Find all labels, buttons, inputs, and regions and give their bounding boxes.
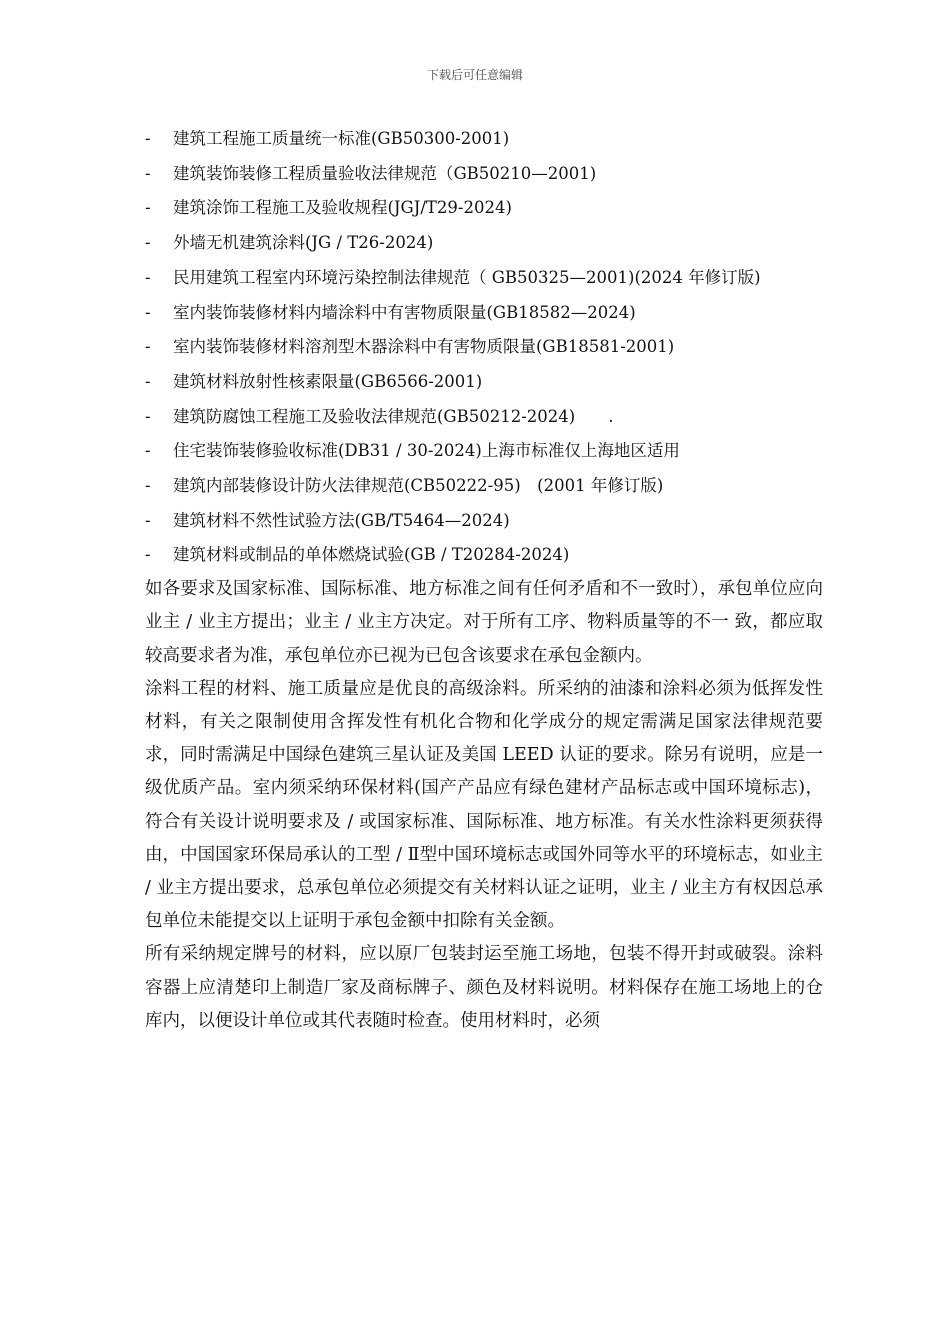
list-dash: - (145, 267, 151, 287)
list-item (145, 191, 823, 226)
page-header: 下载后可任意编辑 (426, 68, 523, 82)
list-item (145, 157, 823, 192)
list-dash: - (145, 302, 151, 322)
list-item-text: 建筑材料或制品的单体燃烧试验(GB / T20284-2024) (173, 545, 570, 565)
list-item (145, 400, 823, 435)
list-dash: - (145, 441, 151, 461)
list-item (145, 122, 823, 157)
list-item-text: 建筑涂饰工程施工及验收规程(JGJ/T29-2024) (173, 198, 512, 218)
list-item (145, 538, 823, 573)
list-item (145, 261, 823, 296)
list-item-text: 建筑装饰装修工程质量验收法律规范（GB50210—2001) (173, 163, 597, 183)
list-item (145, 330, 823, 365)
paragraph-conflict-resolution: 如各要求及国家标准、国际标准、地方标准之间有任何矛盾和不一致时），承包单位应向业主 / 业主方提出；业主 / 业主方决定。对于所有工序、物料质量等的不一 致，都应取较高要求者为准，承包单位亦已视为已包含该要求在承包金额内。 (145, 579, 823, 666)
list-dash: - (145, 337, 151, 357)
standards-list (145, 122, 823, 573)
list-item-text: 室内装饰装修材料内墙涂料中有害物质限量(GB18582—2024) (173, 302, 636, 322)
document-body (145, 122, 823, 1038)
list-dash: - (145, 545, 151, 565)
list-item-text: 外墙无机建筑涂料(JG / T26-2024) (173, 233, 434, 253)
list-dash: - (145, 406, 151, 426)
paragraph-material-delivery: 所有采纳规定牌号的材料，应以原厂包装封运至施工场地，包装不得开封或破裂。涂料容器上应清楚印上制造厂家及商标牌子、颜色及材料说明。材料保存在施工场地上的仓库内，以便设计单位或其代表随时检查。使用材料时，必须 (145, 944, 823, 1031)
list-item-text: 室内装饰装修材料溶剂型木器涂料中有害物质限量(GB18581-2001) (173, 337, 675, 357)
list-item-text: 建筑工程施工质量统一标准(GB50300-2001) (173, 129, 510, 148)
list-item-text: 建筑材料不然性试验方法(GB/T5464—2024) (173, 510, 510, 530)
list-item-text: 民用建筑工程室内环境污染控制法律规范（ GB50325—2001)(2024 年修订版) (173, 267, 761, 287)
list-item (145, 504, 823, 539)
list-dash: - (145, 476, 151, 496)
list-dash: - (145, 510, 151, 530)
list-item (145, 434, 823, 469)
list-item (145, 365, 823, 400)
list-dash: - (145, 233, 151, 253)
list-item-text: 建筑内部装修设计防火法律规范(CB50222-95) (2001 年修订版) (173, 476, 664, 496)
list-item (145, 226, 823, 261)
list-item-text: 建筑防腐蚀工程施工及验收法律规范(GB50212-2024) . (173, 406, 614, 426)
list-item (145, 296, 823, 331)
list-item-text: 建筑材料放射性核素限量(GB6566-2001) (173, 371, 483, 391)
list-item (145, 469, 823, 504)
paragraph-coating-quality: 涂料工程的材料、施工质量应是优良的高级涂料。所采纳的油漆和涂料必须为低挥发性材料，有关之限制使用含挥发性有机化合物和化学成分的规定需满足国家法律规范要求，同时需满足中国绿色建筑三星认证及美国 LEED 认证的要求。除另有说明，应是一级优质产品。室内须采纳环保材料(国产产品应有绿色建材产品标志或中国环境标志)，符合有关设计说明要求及 / 或国家标准、国际标准、地方标准。有关水性涂料更须获得由，中国国家环保局承认的工型 / Ⅱ型中国环境标志或国外同等水平的环境标志，如业主 / 业主方提出要求，总承包单位必须提交有关材料认证之证明，业主 / 业主方有权因总承包单位未能提交以上证明于承包金额中扣除有关金额。 (145, 678, 823, 932)
list-dash: - (145, 198, 151, 218)
list-dash: - (145, 129, 151, 148)
list-item-text: 住宅装饰装修验收标准(DB31 / 30-2024)上海市标准仅上海地区适用 (173, 441, 680, 461)
list-dash: - (145, 163, 151, 183)
list-dash: - (145, 371, 151, 391)
